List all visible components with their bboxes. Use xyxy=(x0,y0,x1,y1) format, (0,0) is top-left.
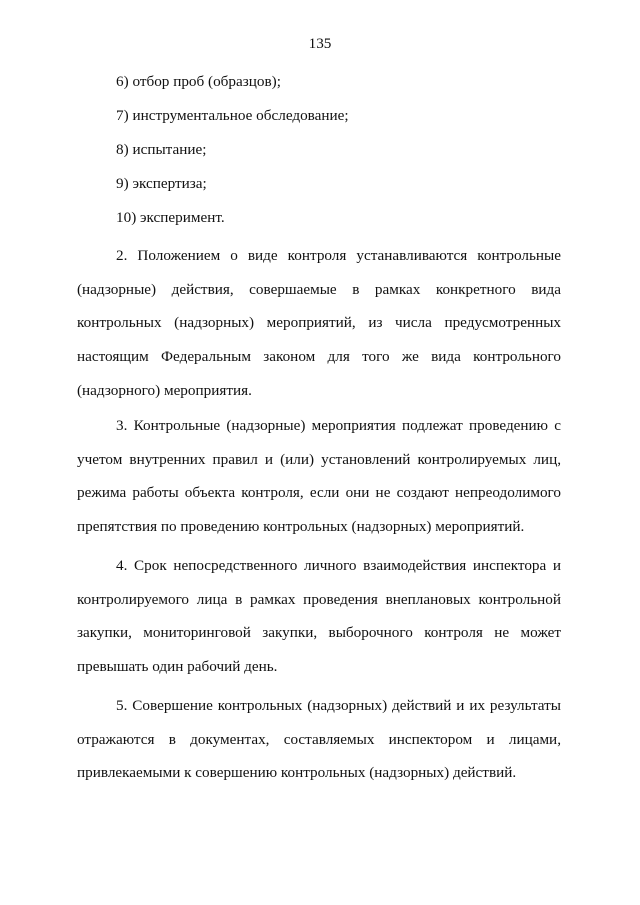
paragraph-3: 3. Контрольные (надзорные) мероприятия подлежат проведению с учетом внутренних правил и (или) установлений контролируемых лиц, режима работы объекта контроля, если они не создают непреодолимого препятствия по проведению контрольных (надзорных) мероприятий. xyxy=(77,417,561,536)
list-item: 10) эксперимент. xyxy=(116,209,225,226)
paragraph-2: 2. Положением о виде контроля устанавливаются контрольные (надзорные) действия, совершаемые в рамках конкретного вида контрольных (надзорных) мероприятий, из числа предусмотренных настоящим Федеральным законом для того же вида контрольного (надзорного) мероприятия. xyxy=(77,247,561,399)
paragraph-4: 4. Срок непосредственного личного взаимодействия инспектора и контролируемого лица в рамках проведения внеплановых контрольной закупки, мониторинговой закупки, выборочного контроля не может превышать один рабочий день. xyxy=(77,557,561,676)
list-item: 8) испытание; xyxy=(116,141,207,158)
paragraph-5: 5. Совершение контрольных (надзорных) действий и их результаты отражаются в документах, составляемых инспектором и лицами, привлекаемыми к совершению контрольных (надзорных) действий. xyxy=(77,697,561,782)
list-item: 6) отбор проб (образцов); xyxy=(116,73,281,90)
action-list xyxy=(116,70,349,240)
list-item: 7) инструментальное обследование; xyxy=(116,107,349,124)
list-item: 9) экспертиза; xyxy=(116,175,207,192)
page-number: 135 xyxy=(308,35,332,52)
